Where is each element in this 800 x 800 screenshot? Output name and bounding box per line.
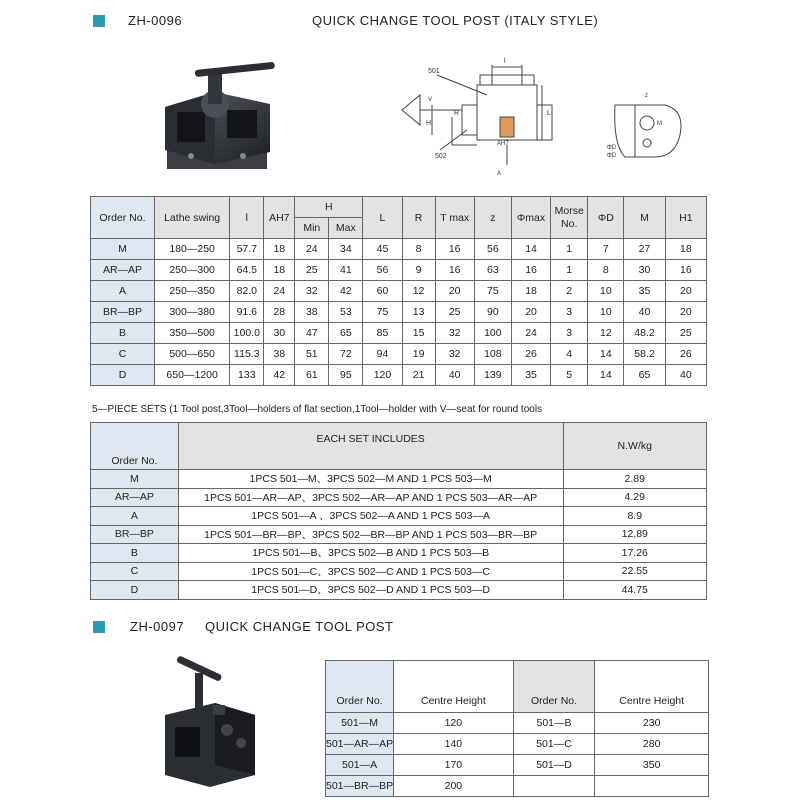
table-cell: 27 — [624, 239, 665, 260]
table-cell: 85 — [363, 323, 402, 344]
table-cell: 200 — [394, 776, 514, 797]
table-cell: 40 — [665, 365, 706, 386]
table-cell: 1PCS 501—D、3PCS 502—D AND 1 PCS 503—D — [178, 581, 563, 600]
table-cell: 35 — [624, 281, 665, 302]
table-cell: 5 — [551, 365, 588, 386]
table-cell: 61 — [295, 365, 329, 386]
table-cell: 3 — [551, 323, 588, 344]
table-cell: 1PCS 501—C、3PCS 502—C AND 1 PCS 503—C — [178, 562, 563, 581]
table-cell: 501—BR—BP — [326, 776, 394, 797]
table-cell: 501—B — [513, 713, 595, 734]
drawing-label-501: 501 — [428, 68, 440, 75]
table-cell: D — [91, 365, 155, 386]
table-cell: 120 — [363, 365, 402, 386]
table-cell: 38 — [264, 344, 295, 365]
table-cell: 75 — [474, 281, 511, 302]
table-cell: 48.2 — [624, 323, 665, 344]
table-row — [91, 260, 707, 281]
table-cell: 24 — [511, 323, 550, 344]
table-cell: 7 — [588, 239, 624, 260]
table-cell: 1PCS 501—B、3PCS 502—B AND 1 PCS 503—B — [178, 544, 563, 563]
table-row — [326, 734, 709, 755]
table-cell: 20 — [435, 281, 474, 302]
table-cell: 133 — [230, 365, 264, 386]
table-cell: 4.29 — [563, 488, 706, 507]
centre-col-order-no-2: Order No. — [513, 661, 595, 713]
drawing-label-502: 502 — [435, 153, 447, 160]
table-cell: 42 — [329, 281, 363, 302]
table-row — [91, 365, 707, 386]
side-label-phid-note: ΦD — [607, 153, 617, 159]
sets-table-body — [91, 470, 707, 600]
table-cell: 115.3 — [230, 344, 264, 365]
table-row — [91, 302, 707, 323]
table-cell: 26 — [511, 344, 550, 365]
centre-col-order-no-1: Order No. — [326, 661, 394, 713]
drawing-label-big-l: L — [547, 110, 551, 117]
table-cell: 14 — [588, 344, 624, 365]
table-cell: 38 — [295, 302, 329, 323]
table-row — [91, 281, 707, 302]
table-cell: 63 — [474, 260, 511, 281]
table-row — [91, 581, 707, 600]
table-cell: 95 — [329, 365, 363, 386]
table-cell: 1 — [551, 239, 588, 260]
table-cell: 18 — [511, 281, 550, 302]
table-cell: 60 — [363, 281, 402, 302]
centre-col-height-2: Centre Height — [595, 661, 709, 713]
table-cell: 58.2 — [624, 344, 665, 365]
table-cell: 108 — [474, 344, 511, 365]
table-cell: 24 — [295, 239, 329, 260]
sets-caption: 5—PIECE SETS (1 Tool post,3Tool—holders of flat section,1Tool—holder with V—seat for round tools — [92, 404, 543, 415]
table-cell: 44.75 — [563, 581, 706, 600]
product-code-2: ZH-0097 — [130, 619, 185, 634]
table-cell: 22.55 — [563, 562, 706, 581]
col-r: R — [402, 197, 435, 239]
table-cell: 180—250 — [154, 239, 229, 260]
side-label-z: z — [645, 93, 648, 99]
table-cell — [513, 776, 595, 797]
drawing-label-a: A — [497, 171, 502, 177]
table-cell: AR—AP — [91, 260, 155, 281]
table-cell: 140 — [394, 734, 514, 755]
col-h: H — [295, 197, 363, 218]
table-cell: 15 — [402, 323, 435, 344]
table-cell: 501—D — [513, 755, 595, 776]
col-h1: H1 — [665, 197, 706, 239]
table-cell: 17.26 — [563, 544, 706, 563]
table-cell: 14 — [511, 239, 550, 260]
table-cell: BR—BP — [91, 525, 179, 544]
table-cell: 26 — [665, 344, 706, 365]
table-cell: 34 — [329, 239, 363, 260]
section-marker-icon — [93, 15, 105, 27]
table-cell: 1PCS 501—M、3PCS 502—M AND 1 PCS 503—M — [178, 470, 563, 489]
col-big-l: L — [363, 197, 402, 239]
table-row — [91, 544, 707, 563]
table-cell: 47 — [295, 323, 329, 344]
table-cell: BR—BP — [91, 302, 155, 323]
table-cell: 120 — [394, 713, 514, 734]
table-cell: 350—500 — [154, 323, 229, 344]
col-h-max: Max — [329, 218, 363, 239]
table-cell: 4 — [551, 344, 588, 365]
table-cell: 16 — [435, 239, 474, 260]
col-morse-no: Morse No. — [551, 197, 588, 239]
table-cell: 30 — [264, 323, 295, 344]
tool-post-side-drawing — [605, 85, 690, 165]
table-cell: B — [91, 323, 155, 344]
table-cell: 12 — [402, 281, 435, 302]
table-cell: 300—380 — [154, 302, 229, 323]
sets-col-order-no: Order No. — [91, 423, 179, 470]
table-cell: A — [91, 281, 155, 302]
table-row — [91, 470, 707, 489]
table-cell: 8.9 — [563, 507, 706, 526]
table-cell: 18 — [665, 239, 706, 260]
table-cell: 1PCS 501—A 、3PCS 502—A AND 1 PCS 503—A — [178, 507, 563, 526]
table-cell: 280 — [595, 734, 709, 755]
table-cell: 8 — [402, 239, 435, 260]
table-cell: 250—300 — [154, 260, 229, 281]
table-cell: 501—M — [326, 713, 394, 734]
table-cell: 24 — [264, 281, 295, 302]
sets-table — [90, 422, 707, 600]
centre-height-table — [325, 660, 709, 797]
table-cell: 25 — [295, 260, 329, 281]
table-cell: 75 — [363, 302, 402, 323]
table-cell: D — [91, 581, 179, 600]
table-cell: 90 — [474, 302, 511, 323]
table-cell: 18 — [264, 260, 295, 281]
table-cell: AR—AP — [91, 488, 179, 507]
table-cell: 25 — [665, 323, 706, 344]
table-cell: 10 — [588, 281, 624, 302]
table-cell: 1 — [551, 260, 588, 281]
table-cell: 42 — [264, 365, 295, 386]
col-phi-max: Φmax — [511, 197, 550, 239]
table-cell: 32 — [295, 281, 329, 302]
table-cell: 82.0 — [230, 281, 264, 302]
table-cell: 100.0 — [230, 323, 264, 344]
table-cell: 65 — [329, 323, 363, 344]
table-cell: C — [91, 344, 155, 365]
table-row — [326, 713, 709, 734]
table-row — [91, 239, 707, 260]
col-z: z — [474, 197, 511, 239]
tool-post-photo — [155, 52, 285, 177]
tool-post-drawing — [392, 55, 572, 180]
table-cell: 350 — [595, 755, 709, 776]
table-cell: 1PCS 501—BR—BP、3PCS 502—BR—BP AND 1 PCS 503—BR—BP — [178, 525, 563, 544]
drawing-label-l: l — [504, 58, 506, 65]
table-cell: 139 — [474, 365, 511, 386]
table-row — [91, 323, 707, 344]
drawing-label-ah7: AH7 — [497, 141, 509, 147]
sets-col-includes: EACH SET INCLUDES — [178, 423, 563, 470]
centre-col-height-1: Centre Height — [394, 661, 514, 713]
table-cell: M — [91, 239, 155, 260]
table-cell: 35 — [511, 365, 550, 386]
table-cell: 9 — [402, 260, 435, 281]
table-cell: 20 — [511, 302, 550, 323]
table-cell: 51 — [295, 344, 329, 365]
table-cell: 16 — [665, 260, 706, 281]
table-cell: 20 — [665, 302, 706, 323]
table-row — [326, 776, 709, 797]
table-cell: 64.5 — [230, 260, 264, 281]
side-label-m: M — [657, 121, 662, 127]
table-cell: 13 — [402, 302, 435, 323]
table-cell: 1PCS 501—AR—AP、3PCS 502—AR—AP AND 1 PCS 503—AR—AP — [178, 488, 563, 507]
table-cell: 650—1200 — [154, 365, 229, 386]
sets-col-weight: N.W/kg — [563, 423, 706, 470]
product-code: ZH-0096 — [128, 13, 183, 28]
table-cell: 28 — [264, 302, 295, 323]
col-order-no: Order No. — [91, 197, 155, 239]
table-cell: 94 — [363, 344, 402, 365]
table-cell: 40 — [624, 302, 665, 323]
table-cell: B — [91, 544, 179, 563]
table-cell: 230 — [595, 713, 709, 734]
table-cell: 18 — [264, 239, 295, 260]
table-cell: 72 — [329, 344, 363, 365]
table-cell: 3 — [551, 302, 588, 323]
col-h-min: Min — [295, 218, 329, 239]
table-cell: 12 — [588, 323, 624, 344]
table-row — [91, 344, 707, 365]
table-cell: 65 — [624, 365, 665, 386]
table-row — [326, 755, 709, 776]
table-cell: 57.7 — [230, 239, 264, 260]
table-cell — [595, 776, 709, 797]
col-m: M — [624, 197, 665, 239]
col-phi-d: ΦD — [588, 197, 624, 239]
table-cell: 170 — [394, 755, 514, 776]
col-ah7: AH7 — [264, 197, 295, 239]
col-l: l — [230, 197, 264, 239]
table-cell: A — [91, 507, 179, 526]
product-title: QUICK CHANGE TOOL POST (ITALY STYLE) — [312, 13, 599, 28]
drawing-label-h: H — [426, 120, 432, 127]
table-row — [91, 562, 707, 581]
side-label-phid: ΦD — [607, 145, 617, 151]
drawing-label-v: V — [428, 97, 433, 103]
table-cell: 16 — [435, 260, 474, 281]
table-cell: 30 — [624, 260, 665, 281]
tool-post-photo-2 — [155, 655, 270, 790]
col-t-max: T max — [435, 197, 474, 239]
table-cell: 56 — [474, 239, 511, 260]
section-marker-icon — [93, 621, 105, 633]
table-cell: 41 — [329, 260, 363, 281]
table-cell: 25 — [435, 302, 474, 323]
table-cell: 40 — [435, 365, 474, 386]
table-cell: 12.89 — [563, 525, 706, 544]
product-title-2: QUICK CHANGE TOOL POST — [205, 619, 394, 634]
table-cell: 501—A — [326, 755, 394, 776]
table-cell: 16 — [511, 260, 550, 281]
table-cell: 32 — [435, 344, 474, 365]
table-cell: 501—AR—AP — [326, 734, 394, 755]
table-cell: 8 — [588, 260, 624, 281]
table-cell: 21 — [402, 365, 435, 386]
table-cell: 91.6 — [230, 302, 264, 323]
table-cell: 19 — [402, 344, 435, 365]
drawing-label-r: R — [454, 110, 460, 117]
spec-table — [90, 196, 707, 386]
table-cell: M — [91, 470, 179, 489]
table-row — [91, 525, 707, 544]
table-row — [91, 507, 707, 526]
table-cell: 56 — [363, 260, 402, 281]
table-cell: C — [91, 562, 179, 581]
col-lathe-swing: Lathe swing — [154, 197, 229, 239]
centre-table-body — [326, 713, 709, 797]
table-cell: 32 — [435, 323, 474, 344]
table-cell: 45 — [363, 239, 402, 260]
table-cell: 250—350 — [154, 281, 229, 302]
table-cell: 10 — [588, 302, 624, 323]
table-cell: 20 — [665, 281, 706, 302]
table-cell: 500—650 — [154, 344, 229, 365]
table-cell: 2 — [551, 281, 588, 302]
table-cell: 100 — [474, 323, 511, 344]
table-cell: 14 — [588, 365, 624, 386]
table-cell: 53 — [329, 302, 363, 323]
spec-table-body — [91, 239, 707, 386]
table-cell: 501—C — [513, 734, 595, 755]
table-row — [91, 488, 707, 507]
table-cell: 2.89 — [563, 470, 706, 489]
